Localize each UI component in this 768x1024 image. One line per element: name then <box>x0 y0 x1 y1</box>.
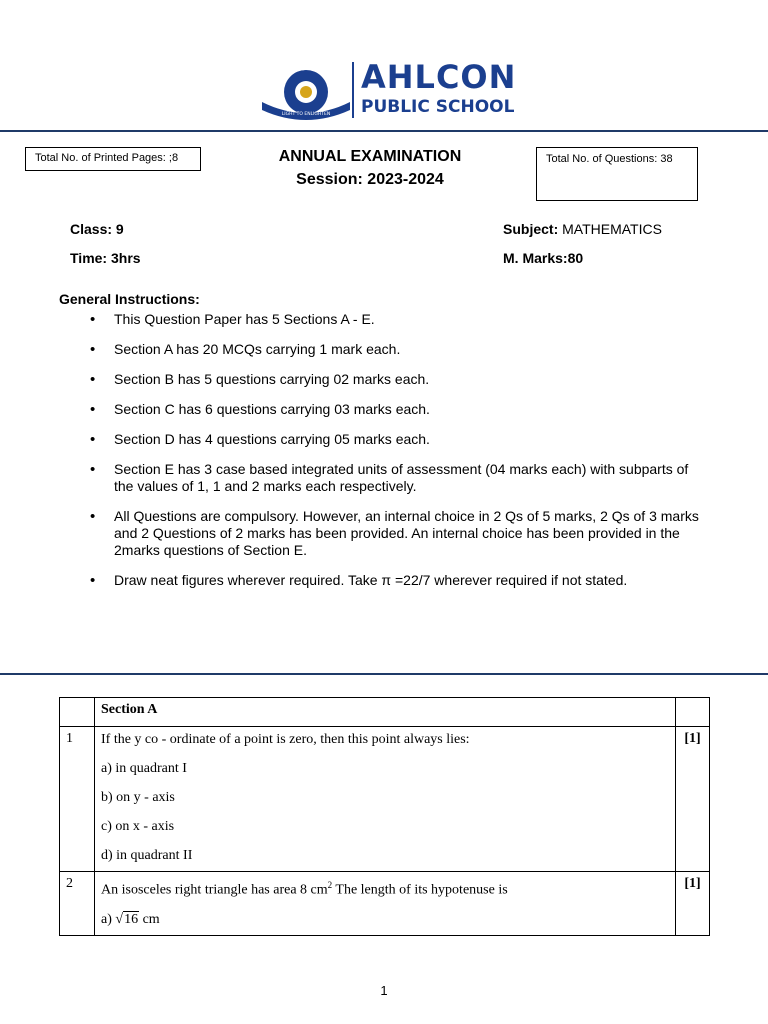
option-d: d) in quadrant II <box>101 848 193 863</box>
marks-info: M. Marks:80 <box>503 250 584 266</box>
header-rule <box>0 130 768 132</box>
total-questions-box: Total No. of Questions: 38 <box>536 147 698 201</box>
question-marks: [1] <box>676 872 710 936</box>
logo-divider <box>352 62 354 118</box>
option-a: a) in quadrant I <box>101 761 187 776</box>
questions-table <box>59 697 710 936</box>
question-body <box>95 727 676 872</box>
table-row <box>60 872 710 936</box>
instructions-list <box>90 311 710 602</box>
question-number: 1 <box>60 727 95 872</box>
school-subtitle: PUBLIC SCHOOL <box>361 97 515 117</box>
subject-info: Subject: MATHEMATICS <box>503 221 662 237</box>
marks-cell-empty <box>676 698 710 727</box>
page-number: 1 <box>380 983 388 998</box>
exam-session: Session: 2023-2024 <box>296 171 444 188</box>
instruction-item: • Section D has 4 questions carrying 05 marks each. <box>90 431 710 448</box>
table-row <box>60 698 710 727</box>
instruction-item: • Draw neat figures wherever required. Take π =22/7 wherever required if not stated. <box>90 572 710 589</box>
instruction-item: • This Question Paper has 5 Sections A - E. <box>90 311 710 328</box>
section-rule <box>0 673 768 675</box>
section-title: Section A <box>95 698 676 727</box>
school-logo-emblem <box>258 58 352 120</box>
instruction-item: • Section A has 20 MCQs carrying 1 mark each. <box>90 341 710 358</box>
instructions-heading: General Instructions: <box>59 291 200 307</box>
instruction-item: • All Questions are compulsory. However, an internal choice in 2 Qs of 5 marks, 2 Qs of 3 marks and 2 Questions of 2 marks has been provided. An internal choice has been provided in the 2marks questions of Section E. <box>90 508 710 559</box>
exam-title: ANNUAL EXAMINATION <box>278 148 462 165</box>
emblem-arc-text: AHLCON PUBLIC SCHOOL <box>273 64 340 99</box>
table-row <box>60 727 710 872</box>
question-marks: [1] <box>676 727 710 872</box>
instruction-item: • Section C has 6 questions carrying 03 marks each. <box>90 401 710 418</box>
option-b: b) on y - axis <box>101 790 175 805</box>
emblem-motto: LIGHT TO ENLIGHTEN <box>281 112 331 117</box>
class-info: Class: 9 <box>70 221 124 237</box>
question-body <box>95 872 676 936</box>
option-c: c) on x - axis <box>101 819 175 834</box>
question-text: If the y co - ordinate of a point is zero, then this point always lies: <box>101 732 470 747</box>
printed-pages-box: Total No. of Printed Pages: ;8 <box>25 147 201 171</box>
instruction-item: • Section E has 3 case based integrated units of assessment (04 marks each) with subparts of the values of 1, 1 and 2 marks each respectively. <box>90 461 710 495</box>
question-number: 2 <box>60 872 95 936</box>
option-a: a) √16 cm <box>101 911 160 927</box>
school-name: AHLCON <box>361 58 517 96</box>
question-text: An isosceles right triangle has area 8 $cm^2$ The length of its hypotenuse is <box>101 880 508 898</box>
instruction-item: • Section B has 5 questions carrying 02 marks each. <box>90 371 710 388</box>
time-info: Time: 3hrs <box>70 250 141 266</box>
num-cell-empty <box>60 698 95 727</box>
